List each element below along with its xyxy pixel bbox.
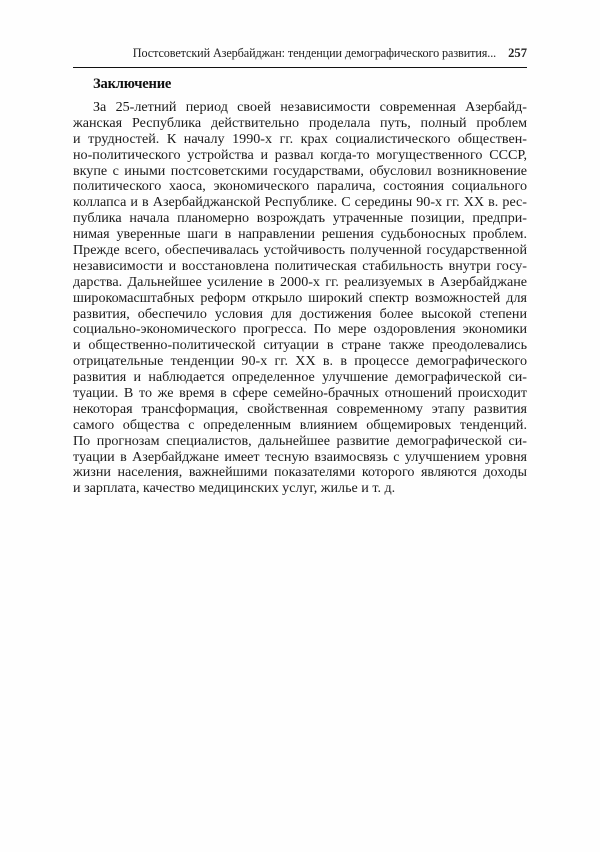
text-line: и общественно-политической ситуации в стране также преодолевались <box>73 337 527 354</box>
text-line: социально-экономического прогресса. По мере оздоровления экономики <box>73 321 527 338</box>
text-line: но-политического устройства и развал когда-то могущественного СССР, <box>73 146 527 163</box>
section-heading: Заключение <box>93 76 172 92</box>
text-line: жизни населения, важнейшими показателями которого являются доходы <box>73 464 527 481</box>
text-line: публика начала планомерно возрождать утраченные позиции, предпри- <box>73 210 527 227</box>
text-line: отрицательные тенденции 90-х гг. XX в. в процессе демографического <box>73 353 527 370</box>
text-line: жанская Республика действительно проделала путь, полный проблем <box>73 114 527 131</box>
text-line: туации. В то же время в сфере семейно-брачных отношений происходит <box>73 385 527 402</box>
header-rule <box>73 67 527 68</box>
text-line: некоторая трансформация, свойственная современному этапу развития <box>73 400 527 417</box>
text-line: По прогнозам специалистов, дальнейшее развитие демографической си- <box>73 432 527 449</box>
text-line: самого общества с определенным влиянием общемировых тенденций. <box>73 416 527 433</box>
running-header <box>73 46 527 64</box>
page-number: 257 <box>508 46 527 60</box>
text-line: политического хаоса, экономического паралича, состояния социального <box>73 178 527 195</box>
text-line: туации в Азербайджане имеет тесную взаимосвязь с улучшением уровня <box>73 448 527 465</box>
text-line: нимая уверенные шаги в направлении решения судьбоносных проблем. <box>73 226 527 243</box>
text-line: развития и наблюдается определенное улучшение демографической си- <box>73 369 527 386</box>
body-paragraph <box>73 100 527 497</box>
text-line: развития, обеспечило условия для достижения более высокой степени <box>73 305 527 322</box>
text-line: коллапса и в Азербайджанской Республике. С середины 90-х гг. XX в. рес- <box>73 194 527 211</box>
text-line: вкупе с иными постсоветскими государствами, обусловил возникновение <box>73 162 527 179</box>
text-line: и зарплата, качество медицинских услуг, жилье и т. д. <box>73 480 396 497</box>
text-line: широкомасштабных реформ открыло широкий спектр возможностей для <box>73 289 527 306</box>
running-header-title: Постсоветский Азербайджан: тенденции демографического развития... <box>132 46 497 60</box>
text-line: Прежде всего, обеспечивалась устойчивость полученной государственной <box>73 242 527 259</box>
text-line: и трудностей. К началу 1990-х гг. крах социалистического обществен- <box>73 130 527 147</box>
text-line: За 25-летний период своей независимости современная Азербайд- <box>93 99 527 115</box>
text-line: независимости и восстановлена политическая стабильность внутри госу- <box>73 257 527 274</box>
text-line: дарства. Дальнейшее усиление в 2000-х гг. реализуемых в Азербайджане <box>73 273 527 290</box>
